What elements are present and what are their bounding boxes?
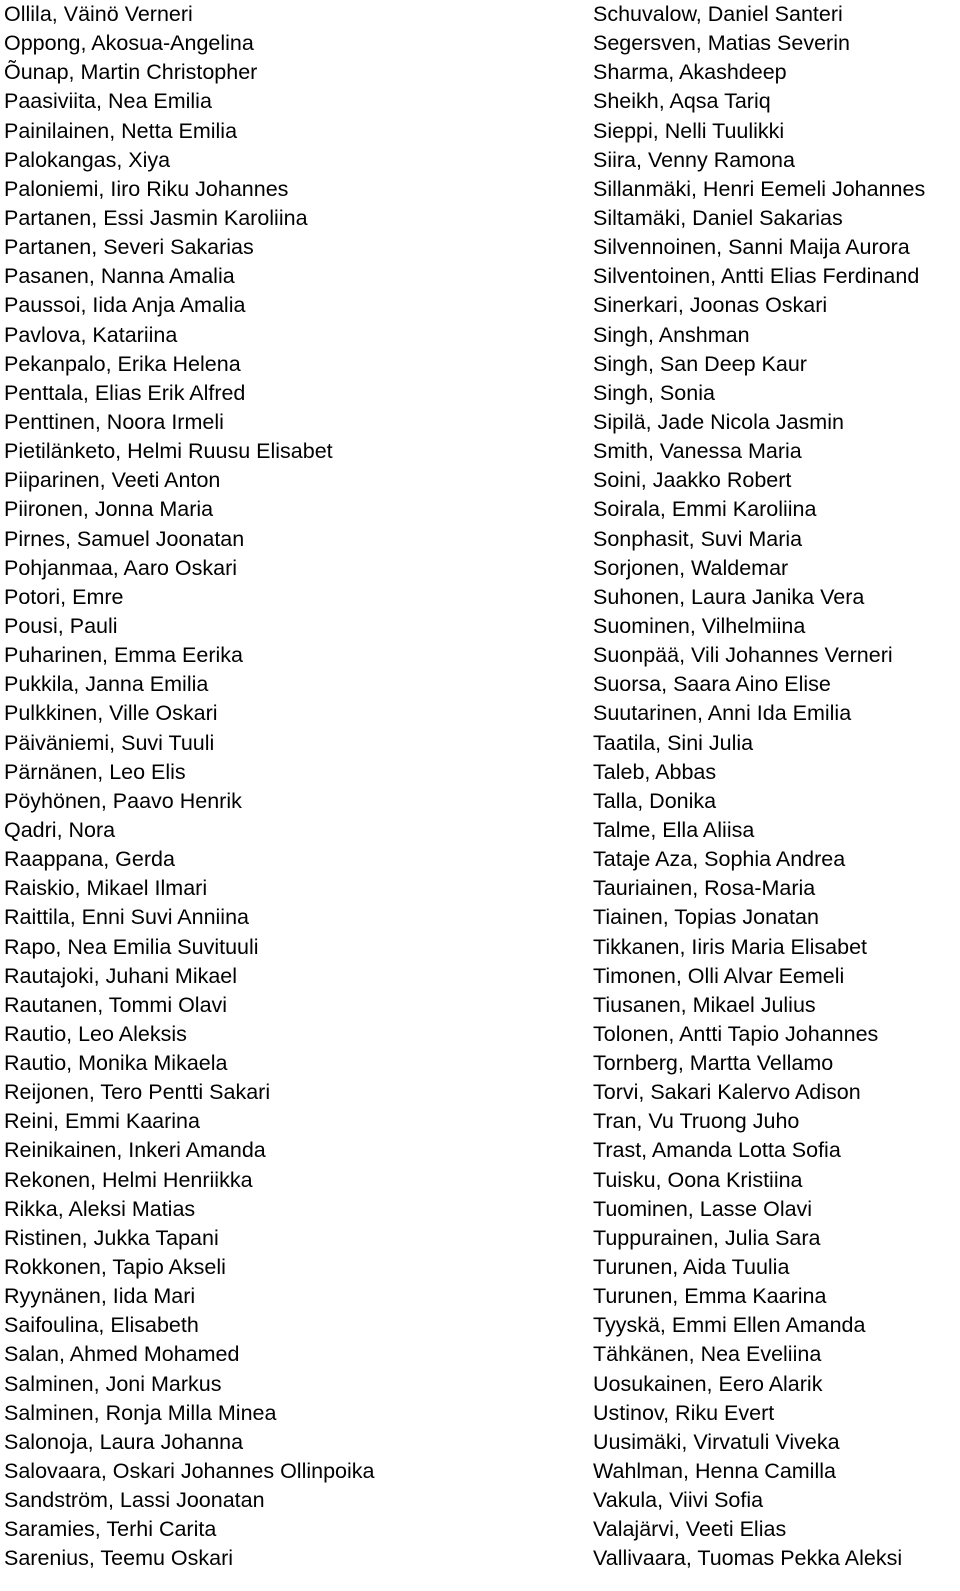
name-entry: Tikkanen, Iiris Maria Elisabet [593,934,868,959]
name-entry: Päiväniemi, Suvi Tuuli [4,730,215,755]
name-entry: Rautajoki, Juhani Mikael [4,963,238,988]
name-entry: Trast, Amanda Lotta Sofia [593,1138,841,1163]
name-entry: Valajärvi, Veeti Elias [593,1517,787,1542]
name-entry: Salovaara, Oskari Johannes Ollinpoika [4,1459,375,1484]
name-entry: Penttinen, Noora Irmeli [4,409,224,434]
name-entry: Tiainen, Topias Jonatan [593,905,819,930]
name-entry: Reinikainen, Inkeri Amanda [4,1138,266,1163]
name-entry: Rautanen, Tommi Olavi [4,992,228,1017]
name-entry: Pietilänketo, Helmi Ruusu Elisabet [4,439,333,464]
name-entry: Silvennoinen, Sanni Maija Aurora [593,235,910,260]
name-entry: Segersven, Matias Severin [593,31,850,56]
name-entry: Tuppurainen, Julia Sara [593,1225,821,1250]
name-entry: Palokangas, Xiya [4,147,171,172]
name-entry: Suutarinen, Anni Ida Emilia [593,701,852,726]
name-entry: Rokkonen, Tapio Akseli [4,1255,226,1280]
name-entry: Timonen, Olli Alvar Eemeli [593,963,845,988]
name-entry: Pulkkinen, Ville Oskari [4,701,218,726]
left-name-column [4,0,584,1574]
name-entry: Paloniemi, Iiro Riku Johannes [4,176,289,201]
name-entry: Puharinen, Emma Eerika [4,643,243,668]
name-entry: Piironen, Jonna Maria [4,497,214,522]
name-entry: Õunap, Martin Christopher [4,60,258,85]
name-entry: Schuvalow, Daniel Santeri [593,2,843,26]
name-entry: Raittila, Enni Suvi Anniina [4,905,250,930]
name-entry: Saifoulina, Elisabeth [4,1313,199,1338]
name-entry: Uosukainen, Eero Alarik [593,1371,823,1396]
name-entry: Sheikh, Aqsa Tariq [593,89,771,114]
name-entry: Pöyhönen, Paavo Henrik [4,788,242,813]
name-entry: Paasiviita, Nea Emilia [4,89,212,114]
name-entry: Pärnänen, Leo Elis [4,759,186,784]
name-entry: Vakula, Viivi Sofia [593,1488,764,1513]
name-entry: Sillanmäki, Henri Eemeli Johannes [593,176,926,201]
name-entry: Suhonen, Laura Janika Vera [593,584,865,609]
name-entry: Ollila, Väinö Verneri [4,2,193,26]
name-entry: Rautio, Monika Mikaela [4,1051,228,1076]
name-entry: Taleb, Abbas [593,759,717,784]
name-entry: Salminen, Ronja Milla Minea [4,1400,277,1425]
name-entry: Sonphasit, Suvi Maria [593,526,803,551]
name-entry: Soirala, Emmi Karoliina [593,497,817,522]
name-entry: Pekanpalo, Erika Helena [4,351,241,376]
name-entry: Taatila, Sini Julia [593,730,754,755]
name-entry: Tiusanen, Mikael Julius [593,992,816,1017]
name-entry: Sorjonen, Waldemar [593,555,789,580]
name-entry: Pukkila, Janna Emilia [4,672,209,697]
name-entry: Potori, Emre [4,584,124,609]
name-entry: Sarenius, Teemu Oskari [4,1546,234,1571]
name-entry: Tolonen, Antti Tapio Johannes [593,1021,879,1046]
name-entry: Soini, Jaakko Robert [593,468,792,493]
name-entry: Talme, Ella Aliisa [593,817,755,842]
name-entry: Pousi, Pauli [4,613,118,638]
name-entry: Reini, Emmi Kaarina [4,1109,200,1134]
name-entry: Singh, Anshman [593,322,750,347]
name-entry: Piiparinen, Veeti Anton [4,468,221,493]
name-entry: Pirnes, Samuel Joonatan [4,526,245,551]
name-entry: Turunen, Aida Tuulia [593,1255,790,1280]
name-entry: Smith, Vanessa Maria [593,439,802,464]
name-entry: Sieppi, Nelli Tuulikki [593,118,785,143]
name-entry: Tyyskä, Emmi Ellen Amanda [593,1313,866,1338]
name-entry: Rikka, Aleksi Matias [4,1196,196,1221]
name-entry: Salonoja, Laura Johanna [4,1429,244,1454]
name-entry: Reijonen, Tero Pentti Sakari [4,1080,271,1105]
name-entry: Painilainen, Netta Emilia [4,118,238,143]
name-entry: Talla, Donika [593,788,717,813]
name-entry: Silventoinen, Antti Elias Ferdinand [593,264,920,289]
name-entry: Suominen, Vilhelmiina [593,613,806,638]
name-entry: Turunen, Emma Kaarina [593,1284,827,1309]
name-entry: Sandström, Lassi Joonatan [4,1488,265,1513]
name-entry: Tähkänen, Nea Eveliina [593,1342,822,1367]
name-entry: Suorsa, Saara Aino Elise [593,672,831,697]
name-entry: Pasanen, Nanna Amalia [4,264,235,289]
name-entry: Suonpää, Vili Johannes Verneri [593,643,893,668]
name-entry: Paussoi, Iida Anja Amalia [4,293,246,318]
name-entry: Sharma, Akashdeep [593,60,787,85]
name-entry: Salan, Ahmed Mohamed [4,1342,240,1367]
name-entry: Tataje Aza, Sophia Andrea [593,847,846,872]
name-entry: Ristinen, Jukka Tapani [4,1225,219,1250]
name-entry: Tuominen, Lasse Olavi [593,1196,813,1221]
name-entry: Rapo, Nea Emilia Suvituuli [4,934,259,959]
name-entry: Singh, Sonia [593,380,715,405]
name-entry: Siira, Venny Ramona [593,147,795,172]
name-entry: Raiskio, Mikael Ilmari [4,876,208,901]
name-entry: Ryynänen, Iida Mari [4,1284,196,1309]
name-entry: Uusimäki, Virvatuli Viveka [593,1429,840,1454]
name-entry: Pavlova, Katariina [4,322,178,347]
name-entry: Singh, San Deep Kaur [593,351,807,376]
name-entry: Ustinov, Riku Evert [593,1400,775,1425]
right-name-column [593,0,953,1574]
name-entry: Partanen, Essi Jasmin Karoliina [4,205,308,230]
name-entry: Saramies, Terhi Carita [4,1517,217,1542]
name-entry: Qadri, Nora [4,817,116,842]
name-entry: Rekonen, Helmi Henriikka [4,1167,253,1192]
name-entry: Tran, Vu Truong Juho [593,1109,800,1134]
name-entry: Partanen, Severi Sakarias [4,235,254,260]
name-entry: Pohjanmaa, Aaro Oskari [4,555,238,580]
name-entry: Raappana, Gerda [4,847,175,872]
name-entry: Rautio, Leo Aleksis [4,1021,187,1046]
name-entry: Oppong, Akosua-Angelina [4,31,254,56]
name-entry: Wahlman, Henna Camilla [593,1459,836,1484]
name-entry: Siltamäki, Daniel Sakarias [593,205,843,230]
name-entry: Sipilä, Jade Nicola Jasmin [593,409,844,434]
name-entry: Penttala, Elias Erik Alfred [4,380,246,405]
name-entry: Tornberg, Martta Vellamo [593,1051,834,1076]
name-entry: Tuisku, Oona Kristiina [593,1167,803,1192]
name-entry: Torvi, Sakari Kalervo Adison [593,1080,861,1105]
name-entry: Tauriainen, Rosa-Maria [593,876,816,901]
name-entry: Salminen, Joni Markus [4,1371,222,1396]
name-entry: Sinerkari, Joonas Oskari [593,293,828,318]
name-entry: Vallivaara, Tuomas Pekka Aleksi [593,1546,903,1571]
